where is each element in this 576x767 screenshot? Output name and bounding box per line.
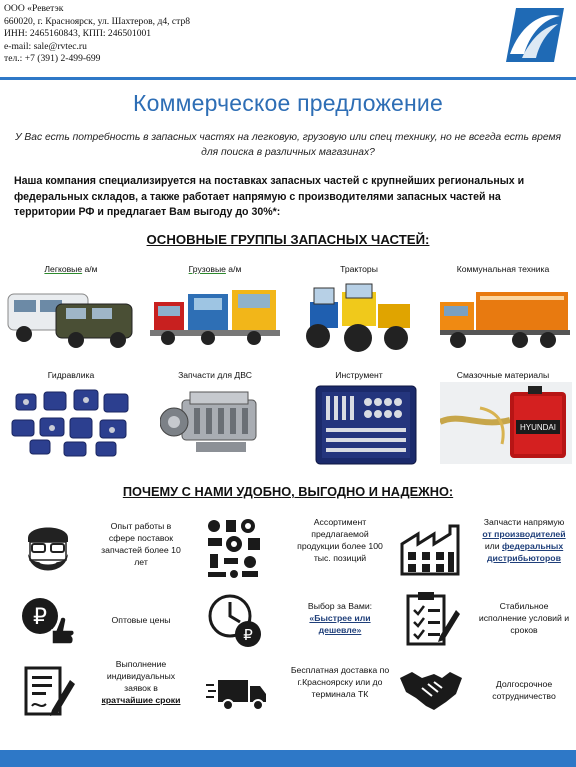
feature-direct-text-3: или: [484, 541, 500, 551]
delivery-truck-icon: [206, 676, 268, 712]
feature-choice: [292, 600, 388, 636]
oil-brand-label: HYUNDAI: [519, 423, 557, 432]
factory-icon: [398, 522, 462, 578]
intro-question: У Вас есть потребность в запасных частях на легковую, грузовую или спец технику, но не всегда есть время для поиска в различных магазинах?: [14, 132, 562, 158]
feature-direct-text-1: Запчасти напрямую: [483, 517, 565, 527]
feature-direct-text-4: федеральных дистрибьюторов: [487, 541, 564, 563]
feature-stability: Стабильное исполнение условий и сроков: [478, 601, 570, 635]
category-label-tools: Инструмент: [335, 370, 383, 380]
category-cars-word: Легковые: [44, 264, 83, 274]
bearded-man-icon: [20, 518, 76, 582]
header-divider: [0, 77, 576, 80]
feature-long-term: Долгосрочное сотрудничество: [492, 679, 556, 701]
page-title: Коммерческое предложение: [133, 90, 443, 116]
category-label-cars: [0, 264, 142, 274]
groups-heading: ОСНОВНЫЕ ГРУППЫ ЗАПАСНЫХ ЧАСТЕЙ:: [146, 232, 430, 247]
company-phone: тел.: +7 (391) 2-499-699: [4, 53, 101, 64]
engine-picture: [160, 384, 276, 458]
offer-paragraph: Наша компания специализируется на поставках запасных частей с крупнейших региональных и федеральных складов, а также работает напрямую с производителями запасных частей на территории РФ и предлагает Вам выгоду до 30%*:: [14, 175, 525, 218]
company-details: [4, 3, 190, 66]
handshake-icon: [398, 668, 464, 712]
ruble-thumbs-up-icon: [20, 594, 76, 646]
feature-individual-text-1: Выполнение индивидуальных заявок в: [106, 659, 176, 693]
lubricants-picture: [440, 382, 572, 464]
municipal-vehicle-picture: [440, 282, 572, 352]
category-cars-suffix: а/м: [82, 264, 98, 274]
category-label-tractors: Тракторы: [340, 264, 378, 274]
document-pen-icon: [22, 664, 76, 720]
feature-individual-orders: [96, 658, 186, 706]
company-logo: [502, 2, 568, 68]
category-label-lubricants: Смазочные материалы: [456, 370, 550, 380]
feature-choice-text-2: «Быстрее или дешевле»: [309, 613, 371, 635]
trucks-picture: [150, 284, 280, 350]
footer-bar: [0, 750, 576, 767]
svg-text:₽: ₽: [243, 626, 253, 644]
time-money-icon: [206, 592, 264, 650]
feature-free-delivery: Бесплатная доставка по г.Красноярску или до терминала ТК: [290, 665, 390, 699]
feature-wholesale: Оптовые цены: [111, 615, 171, 625]
checklist-icon: [400, 592, 460, 648]
feature-choice-text-1: Выбор за Вами:: [307, 601, 373, 611]
category-trucks-word: Грузовые: [188, 264, 226, 274]
feature-experience: Опыт работы в сфере поставок запчастей более 10 лет: [101, 521, 181, 567]
category-label-municipal: Коммунальная техника: [456, 264, 550, 274]
category-label-engine-parts: Запчасти для ДВС: [178, 370, 252, 380]
toolset-picture: [314, 384, 418, 466]
parts-collage-icon: [204, 516, 264, 580]
company-email: e-mail: sale@rvtec.ru: [4, 40, 87, 52]
company-name: ООО «Реветэк: [4, 3, 64, 14]
category-label-hydraulics: Гидравлика: [47, 370, 95, 380]
hydraulics-picture: [8, 386, 136, 458]
category-label-trucks: [144, 264, 286, 274]
svg-text:₽: ₽: [33, 605, 47, 630]
category-trucks-suffix: а/м: [225, 264, 242, 274]
feature-assortment: Ассортимент предлагаемой продукции более 100 тыс. позиций: [297, 517, 383, 563]
company-address: 660020, г. Красноярск, ул. Шахтеров, д4, стр8: [4, 15, 191, 27]
company-inn-kpp: ИНН: 2465160843, КПП: 246501001: [4, 28, 152, 39]
cars-picture: [6, 280, 136, 354]
why-heading: ПОЧЕМУ С НАМИ УДОБНО, ВЫГОДНО И НАДЕЖНО:: [122, 484, 454, 499]
feature-direct-suppliers: [478, 516, 570, 564]
feature-individual-text-2: кратчайшие сроки: [101, 695, 181, 705]
tractors-picture: [304, 282, 414, 354]
feature-direct-text-2: от производителей: [482, 529, 566, 539]
